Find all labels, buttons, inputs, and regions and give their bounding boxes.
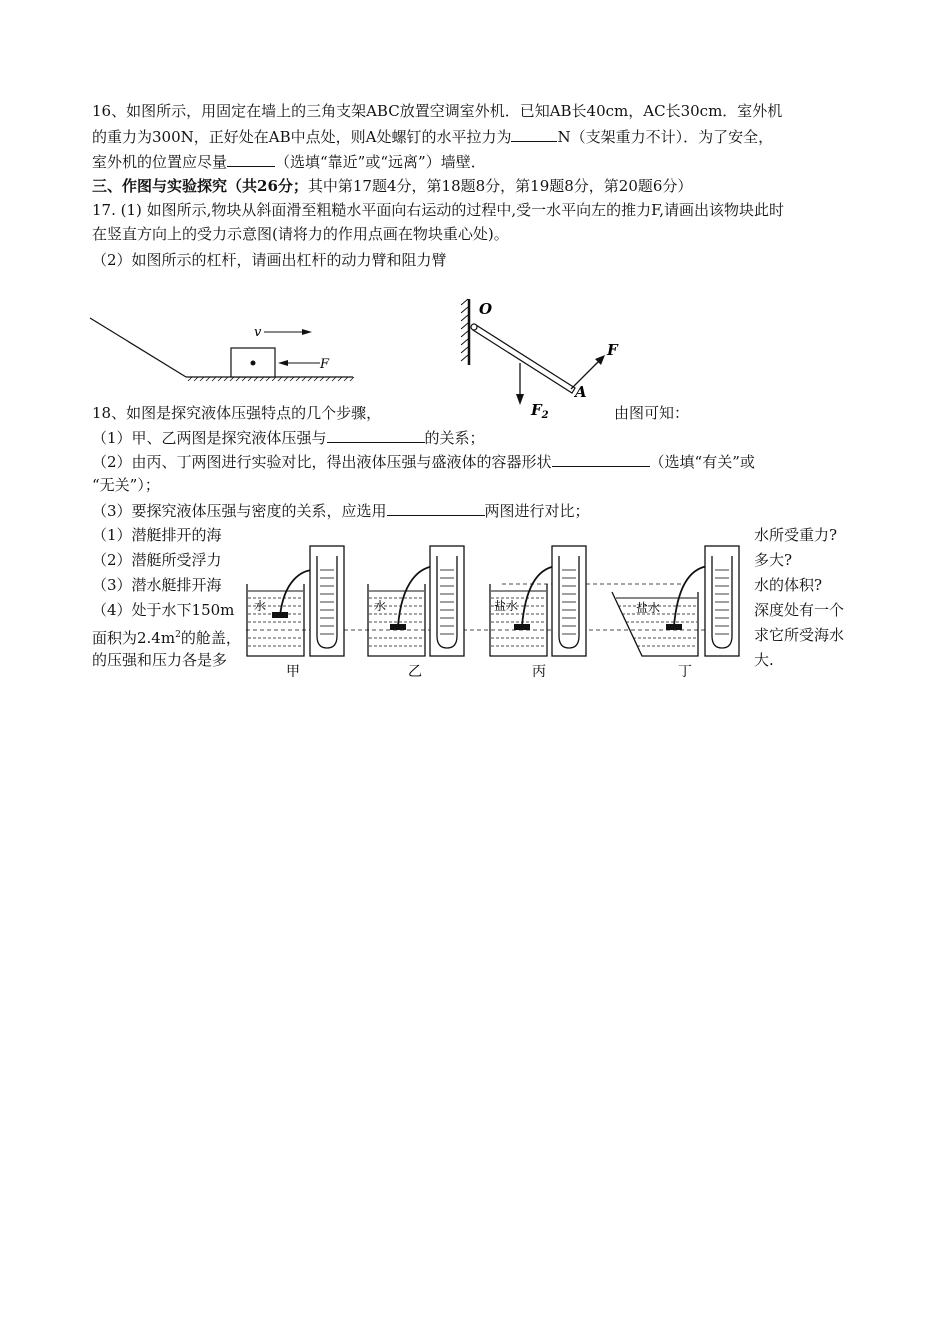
q16-line-1: 16、如图所示，用固定在墙上的三角支架ABC放置空调室外机．已知AB长40cm，AC长30cm．室外机	[92, 102, 783, 120]
caption-ding: 丁	[678, 664, 692, 680]
force-f-label: F	[607, 341, 618, 359]
q18-item-3	[92, 499, 590, 522]
q16-line-3-text-a: 室外机的位置应尽量	[92, 153, 228, 171]
q18-item-3-text-b: 两图进行对比；	[484, 502, 590, 520]
q16-line-3-text-b: （选填“靠近”或“远离”）墙壁．	[275, 153, 486, 171]
q19-left-4: （4）处于水下150m	[92, 601, 235, 619]
q18-item-2-text-a: （2）由丙、丁两图进行实验对比，得出液体压强与盛液体的容器形状	[92, 453, 552, 471]
setup-yi	[368, 546, 464, 680]
center-of-gravity-dot	[251, 361, 256, 366]
q17-line-3: （2）如图所示的杠杆，请画出杠杆的动力臂和阻力臂	[92, 251, 447, 269]
setup-bing	[490, 546, 586, 680]
incline-block-figure	[88, 310, 358, 385]
force-f2-label	[530, 401, 549, 418]
velocity-label: v	[254, 325, 262, 340]
q18-intro-right: 由图可知：	[614, 404, 690, 422]
q16-answer-blank-2[interactable]	[227, 150, 275, 167]
caption-yi: 乙	[408, 664, 422, 680]
liquid-label-bing: 盐水	[494, 599, 519, 613]
liquid-label-ding: 盐水	[636, 601, 661, 615]
q19-left-2: （2）潜艇所受浮力	[92, 551, 222, 569]
q18-item-2-cont: “无关”）；	[92, 476, 160, 494]
q16-line-2	[92, 125, 773, 148]
q19-left-6: 的压强和压力各是多	[92, 651, 228, 669]
q19-right-4: 深度处有一个	[754, 601, 845, 619]
q19-right-1: 水所受重力?	[754, 526, 838, 544]
force-f-label: F	[320, 357, 330, 372]
force-f2-subscript: 2	[541, 410, 549, 418]
section-3-detail: 其中第17题4分，第18题8分，第19题8分，第20题6分）	[307, 177, 693, 195]
q19-right-6: 大.	[754, 651, 774, 669]
q17-line-1: 17. (1) 如图所示,物块从斜面滑至粗糙水平面向右运动的过程中,受一水平向左的推力F,请画出该物块此时	[92, 201, 785, 219]
q19-right-3: 水的体积?	[754, 576, 823, 594]
q16-line-2-text-a: 的重力为300N，正好处在AB中点处，则A处螺钉的水平拉力为	[92, 128, 512, 146]
caption-jia: 甲	[286, 664, 300, 680]
liquid-label-yi: 水	[374, 599, 387, 613]
q19-left-1: （1）潜艇排开的海	[92, 526, 222, 544]
q19-right-5: 求它所受海水	[754, 626, 845, 644]
pivot-o	[471, 324, 477, 330]
point-a-label: A	[575, 383, 587, 401]
q18-item-3-text-a: （3）要探究液体压强与密度的关系，应选用	[92, 502, 387, 520]
q16-line-3	[92, 150, 486, 173]
pivot-o-label: O	[479, 300, 493, 318]
q16-line-2-text-b: N（支架重力不计）．为了安全，	[557, 128, 774, 146]
q17-line-2: 在竖直方向上的受力示意图(请将力的作用点画在物块重心处)。	[92, 225, 509, 243]
setup-jia	[247, 546, 344, 680]
liquid-pressure-figure	[242, 540, 750, 680]
q19-left-5	[92, 624, 241, 649]
force-f2-main: F	[531, 401, 542, 418]
q18-intro: 18、如图是探究液体压强特点的几个步骤，	[92, 404, 382, 422]
q18-answer-blank-3[interactable]	[387, 499, 485, 516]
q18-item-1-text-b: 的关系；	[424, 429, 485, 447]
section-3-title: 三、作图与实验探究（共26分；	[92, 177, 308, 195]
q18-answer-blank-1[interactable]	[327, 426, 425, 443]
q19-left-5-text: 面积为2.4m	[92, 629, 176, 647]
q18-item-2	[92, 450, 755, 473]
lever-bar	[473, 325, 575, 393]
q16-answer-blank-1[interactable]	[511, 125, 557, 142]
q19-left-3: （3）潜水艇排开海	[92, 576, 222, 594]
q18-item-2-text-b: （选填“有关”或	[649, 453, 755, 471]
q19-right-2: 多大?	[754, 551, 793, 569]
section-3-heading	[92, 175, 692, 197]
caption-bing: 丙	[532, 664, 546, 680]
lever-figure	[455, 293, 635, 418]
q19-left-5-sup: 2	[175, 630, 181, 640]
q18-answer-blank-2[interactable]	[552, 450, 650, 467]
q19-left-5-after: 的舱盖，	[180, 629, 241, 647]
q18-item-1-text-a: （1）甲、乙两图是探究液体压强与	[92, 429, 327, 447]
q18-item-1	[92, 426, 485, 449]
liquid-label-jia: 水	[254, 599, 267, 613]
setup-ding	[612, 546, 739, 680]
